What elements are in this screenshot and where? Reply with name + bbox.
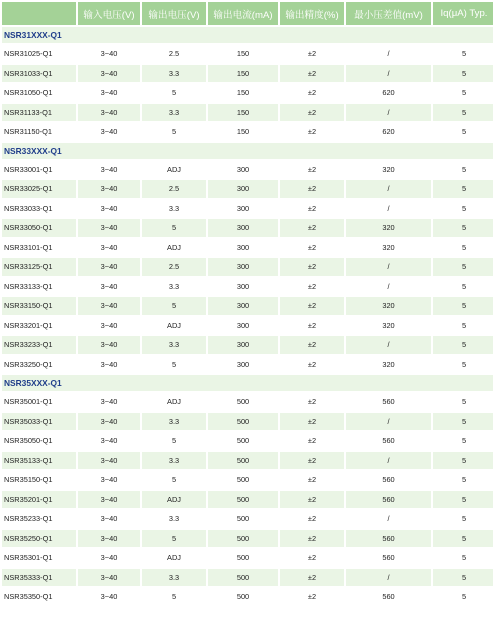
output-current-cell: 300 [208,239,278,257]
dropout-cell: / [346,336,431,354]
model-cell: NSR33133-Q1 [2,278,76,296]
output-current-cell: 500 [208,452,278,470]
iq-cell: 5 [433,65,493,83]
dropout-cell: / [346,200,431,218]
output-current-cell: 500 [208,569,278,587]
iq-cell: 5 [433,452,493,470]
input-voltage-cell: 3~40 [78,530,140,548]
accuracy-cell: ±2 [280,219,344,237]
header-cell-model [2,2,76,25]
dropout-cell: 320 [346,239,431,257]
table-row [2,413,493,431]
output-voltage-cell: 3.3 [142,65,206,83]
iq-cell: 5 [433,84,493,102]
output-voltage-cell: 3.3 [142,278,206,296]
iq-cell: 5 [433,471,493,489]
accuracy-cell: ±2 [280,510,344,528]
dropout-cell: / [346,413,431,431]
output-current-cell: 500 [208,510,278,528]
input-voltage-cell: 3~40 [78,45,140,63]
output-current-cell: 150 [208,104,278,122]
table-row [2,336,493,354]
dropout-cell: / [346,258,431,276]
output-current-cell: 500 [208,491,278,509]
output-voltage-cell: 5 [142,123,206,141]
table-row [2,530,493,548]
dropout-cell: 560 [346,471,431,489]
table-row [2,317,493,335]
table-row [2,258,493,276]
table-row [2,588,493,606]
dropout-cell: 620 [346,123,431,141]
group-title: NSR31XXX-Q1 [2,27,493,43]
table-row [2,123,493,141]
table-row [2,278,493,296]
accuracy-cell: ±2 [280,317,344,335]
iq-cell: 5 [433,45,493,63]
accuracy-cell: ±2 [280,471,344,489]
output-voltage-cell: 2.5 [142,258,206,276]
input-voltage-cell: 3~40 [78,65,140,83]
output-voltage-cell: 3.3 [142,452,206,470]
model-cell: NSR33233-Q1 [2,336,76,354]
dropout-cell: / [346,45,431,63]
model-cell: NSR33050-Q1 [2,219,76,237]
output-current-cell: 500 [208,530,278,548]
input-voltage-cell: 3~40 [78,200,140,218]
group-header-row [2,27,493,43]
model-cell: NSR35333-Q1 [2,569,76,587]
output-current-cell: 300 [208,161,278,179]
input-voltage-cell: 3~40 [78,413,140,431]
dropout-cell: / [346,180,431,198]
input-voltage-cell: 3~40 [78,317,140,335]
output-current-cell: 500 [208,432,278,450]
dropout-cell: 320 [346,297,431,315]
iq-cell: 5 [433,491,493,509]
iq-cell: 5 [433,393,493,411]
model-cell: NSR33101-Q1 [2,239,76,257]
accuracy-cell: ±2 [280,336,344,354]
accuracy-cell: ±2 [280,278,344,296]
accuracy-cell: ±2 [280,161,344,179]
output-voltage-cell: ADJ [142,239,206,257]
accuracy-cell: ±2 [280,491,344,509]
model-cell: NSR35301-Q1 [2,549,76,567]
model-cell: NSR33250-Q1 [2,356,76,374]
iq-cell: 5 [433,356,493,374]
iq-cell: 5 [433,200,493,218]
table-row [2,569,493,587]
dropout-cell: 320 [346,356,431,374]
input-voltage-cell: 3~40 [78,239,140,257]
model-cell: NSR31033-Q1 [2,65,76,83]
model-cell: NSR31025-Q1 [2,45,76,63]
input-voltage-cell: 3~40 [78,588,140,606]
iq-cell: 5 [433,588,493,606]
group-title: NSR35XXX-Q1 [2,375,493,391]
dropout-cell: 320 [346,219,431,237]
input-voltage-cell: 3~40 [78,336,140,354]
output-voltage-cell: 3.3 [142,510,206,528]
iq-cell: 5 [433,180,493,198]
accuracy-cell: ±2 [280,569,344,587]
output-voltage-cell: 5 [142,432,206,450]
accuracy-cell: ±2 [280,393,344,411]
model-cell: NSR33025-Q1 [2,180,76,198]
accuracy-cell: ±2 [280,413,344,431]
input-voltage-cell: 3~40 [78,510,140,528]
input-voltage-cell: 3~40 [78,491,140,509]
table-row [2,239,493,257]
input-voltage-cell: 3~40 [78,278,140,296]
iq-cell: 5 [433,239,493,257]
header-cell-min-dropout: 最小压差值(mV) [346,2,431,25]
table-row [2,356,493,374]
output-current-cell: 300 [208,317,278,335]
output-current-cell: 500 [208,471,278,489]
output-voltage-cell: ADJ [142,161,206,179]
output-current-cell: 300 [208,336,278,354]
output-voltage-cell: 5 [142,219,206,237]
output-current-cell: 150 [208,65,278,83]
table-row [2,549,493,567]
model-cell: NSR33201-Q1 [2,317,76,335]
dropout-cell: / [346,65,431,83]
table-row [2,491,493,509]
dropout-cell: 620 [346,84,431,102]
group-header-row [2,143,493,159]
input-voltage-cell: 3~40 [78,432,140,450]
dropout-cell: 320 [346,161,431,179]
table-row [2,161,493,179]
output-current-cell: 300 [208,297,278,315]
output-voltage-cell: 2.5 [142,180,206,198]
dropout-cell: 560 [346,530,431,548]
input-voltage-cell: 3~40 [78,356,140,374]
model-cell: NSR31133-Q1 [2,104,76,122]
model-cell: NSR31150-Q1 [2,123,76,141]
model-cell: NSR31050-Q1 [2,84,76,102]
dropout-cell: / [346,278,431,296]
accuracy-cell: ±2 [280,65,344,83]
table-row [2,200,493,218]
output-voltage-cell: ADJ [142,317,206,335]
header-cell-output-voltage: 输出电压(V) [142,2,206,25]
header-cell-iq: Iq(μA) Typ. [433,2,493,25]
output-voltage-cell: 3.3 [142,200,206,218]
dropout-cell: 560 [346,393,431,411]
model-cell: NSR35133-Q1 [2,452,76,470]
output-current-cell: 300 [208,278,278,296]
model-cell: NSR35201-Q1 [2,491,76,509]
input-voltage-cell: 3~40 [78,161,140,179]
output-current-cell: 500 [208,393,278,411]
model-cell: NSR35001-Q1 [2,393,76,411]
output-voltage-cell: 2.5 [142,45,206,63]
output-current-cell: 150 [208,84,278,102]
accuracy-cell: ±2 [280,549,344,567]
output-current-cell: 300 [208,180,278,198]
output-voltage-cell: 3.3 [142,569,206,587]
accuracy-cell: ±2 [280,432,344,450]
output-voltage-cell: 5 [142,356,206,374]
iq-cell: 5 [433,104,493,122]
iq-cell: 5 [433,123,493,141]
table-row [2,452,493,470]
accuracy-cell: ±2 [280,530,344,548]
output-current-cell: 300 [208,356,278,374]
table-row [2,393,493,411]
dropout-cell: 560 [346,588,431,606]
header-cell-output-current: 输出电流(mA) [208,2,278,25]
model-cell: NSR35050-Q1 [2,432,76,450]
dropout-cell: / [346,569,431,587]
input-voltage-cell: 3~40 [78,297,140,315]
model-cell: NSR33125-Q1 [2,258,76,276]
iq-cell: 5 [433,549,493,567]
table-row [2,104,493,122]
input-voltage-cell: 3~40 [78,549,140,567]
model-cell: NSR35233-Q1 [2,510,76,528]
model-cell: NSR33033-Q1 [2,200,76,218]
input-voltage-cell: 3~40 [78,569,140,587]
header-row [2,2,493,25]
header-cell-output-accuracy: 输出精度(%) [280,2,344,25]
output-current-cell: 300 [208,200,278,218]
table-row [2,84,493,102]
input-voltage-cell: 3~40 [78,123,140,141]
accuracy-cell: ±2 [280,452,344,470]
input-voltage-cell: 3~40 [78,471,140,489]
iq-cell: 5 [433,510,493,528]
dropout-cell: / [346,104,431,122]
accuracy-cell: ±2 [280,258,344,276]
table-row [2,510,493,528]
input-voltage-cell: 3~40 [78,393,140,411]
dropout-cell: 560 [346,549,431,567]
output-voltage-cell: ADJ [142,491,206,509]
table-row [2,432,493,450]
model-cell: NSR33150-Q1 [2,297,76,315]
input-voltage-cell: 3~40 [78,84,140,102]
accuracy-cell: ±2 [280,297,344,315]
accuracy-cell: ±2 [280,123,344,141]
iq-cell: 5 [433,278,493,296]
accuracy-cell: ±2 [280,104,344,122]
dropout-cell: / [346,510,431,528]
output-voltage-cell: ADJ [142,393,206,411]
output-voltage-cell: 5 [142,588,206,606]
output-current-cell: 300 [208,258,278,276]
output-voltage-cell: 3.3 [142,413,206,431]
accuracy-cell: ±2 [280,200,344,218]
accuracy-cell: ±2 [280,588,344,606]
input-voltage-cell: 3~40 [78,452,140,470]
output-current-cell: 500 [208,549,278,567]
output-current-cell: 150 [208,45,278,63]
input-voltage-cell: 3~40 [78,180,140,198]
output-voltage-cell: 5 [142,530,206,548]
model-cell: NSR35250-Q1 [2,530,76,548]
model-cell: NSR33001-Q1 [2,161,76,179]
dropout-cell: 560 [346,491,431,509]
iq-cell: 5 [433,258,493,276]
output-current-cell: 300 [208,219,278,237]
input-voltage-cell: 3~40 [78,104,140,122]
model-cell: NSR35033-Q1 [2,413,76,431]
output-current-cell: 150 [208,123,278,141]
iq-cell: 5 [433,530,493,548]
output-current-cell: 500 [208,413,278,431]
output-voltage-cell: ADJ [142,549,206,567]
output-voltage-cell: 5 [142,297,206,315]
input-voltage-cell: 3~40 [78,219,140,237]
dropout-cell: 320 [346,317,431,335]
iq-cell: 5 [433,219,493,237]
iq-cell: 5 [433,413,493,431]
table-row [2,45,493,63]
accuracy-cell: ±2 [280,180,344,198]
output-voltage-cell: 3.3 [142,104,206,122]
input-voltage-cell: 3~40 [78,258,140,276]
accuracy-cell: ±2 [280,356,344,374]
accuracy-cell: ±2 [280,239,344,257]
output-voltage-cell: 3.3 [142,336,206,354]
iq-cell: 5 [433,297,493,315]
header-cell-input-voltage: 输入电压(V) [78,2,140,25]
iq-cell: 5 [433,432,493,450]
output-voltage-cell: 5 [142,84,206,102]
accuracy-cell: ±2 [280,45,344,63]
iq-cell: 5 [433,569,493,587]
dropout-cell: 560 [346,432,431,450]
model-cell: NSR35350-Q1 [2,588,76,606]
table-row [2,471,493,489]
table-row [2,297,493,315]
iq-cell: 5 [433,317,493,335]
table-row [2,180,493,198]
group-header-row [2,375,493,391]
dropout-cell: / [346,452,431,470]
iq-cell: 5 [433,336,493,354]
group-title: NSR33XXX-Q1 [2,143,493,159]
iq-cell: 5 [433,161,493,179]
accuracy-cell: ±2 [280,84,344,102]
output-current-cell: 500 [208,588,278,606]
table-row [2,65,493,83]
table-row [2,219,493,237]
model-cell: NSR35150-Q1 [2,471,76,489]
output-voltage-cell: 5 [142,471,206,489]
